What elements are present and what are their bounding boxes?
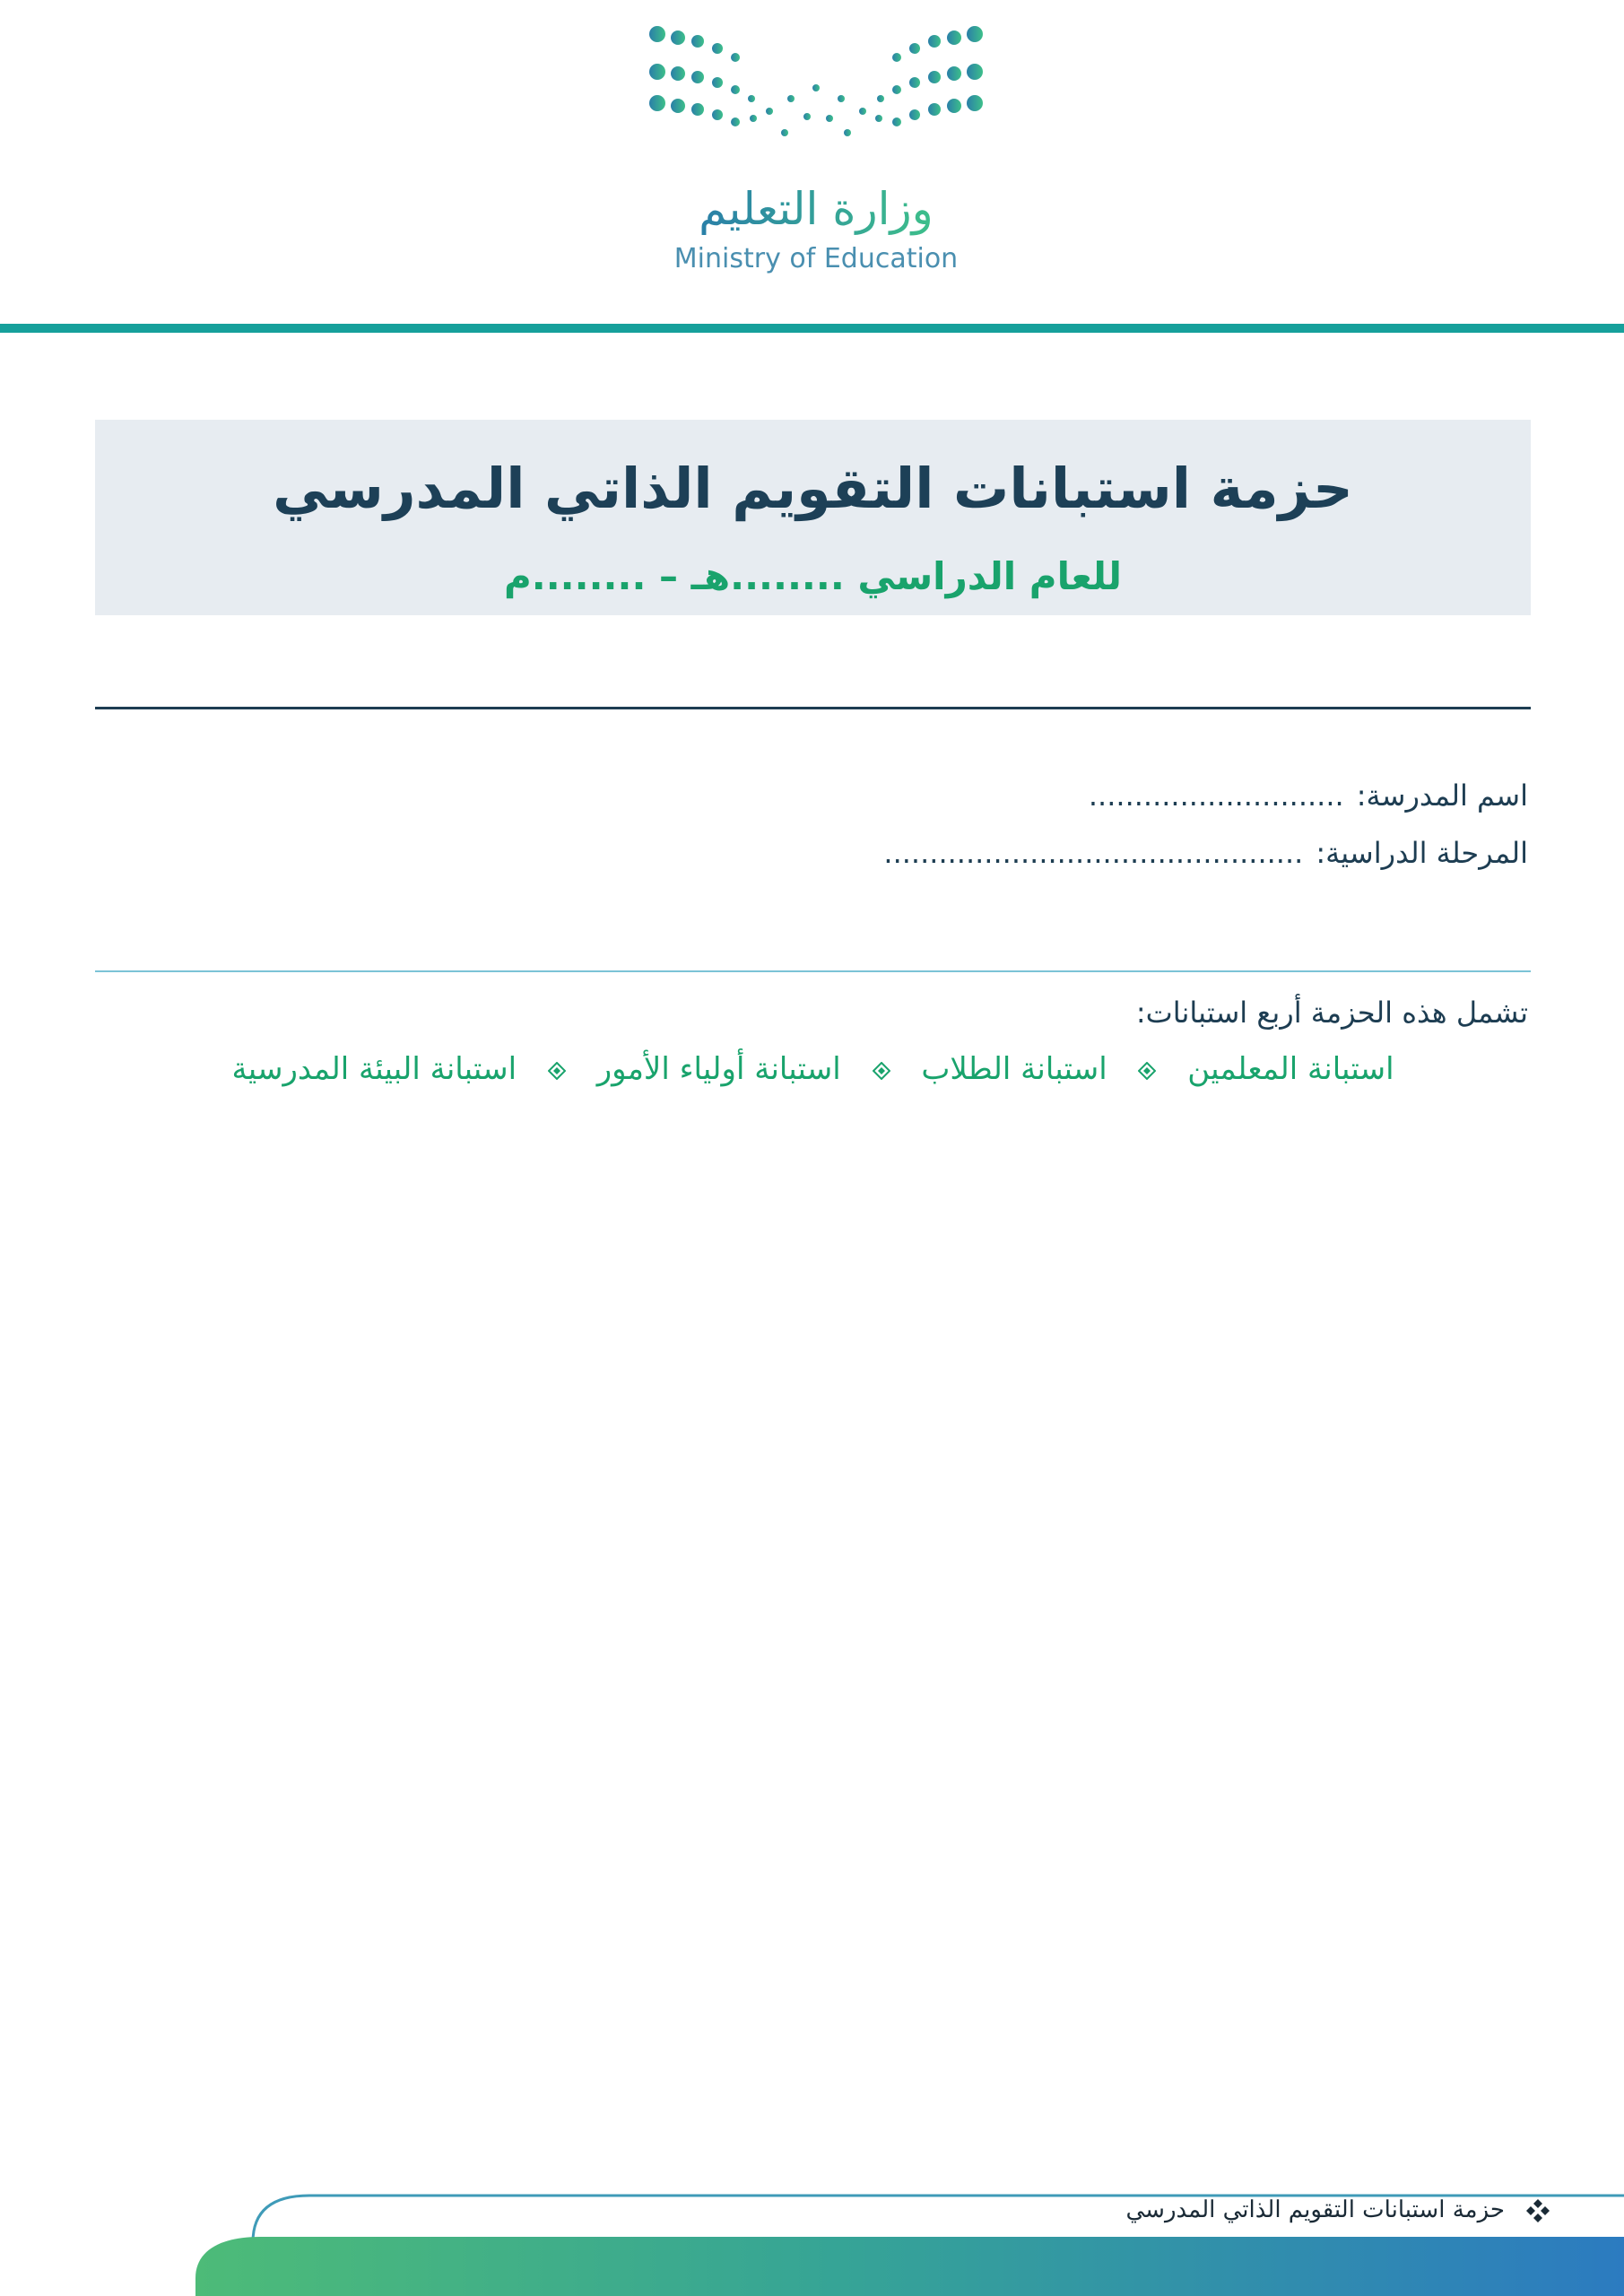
academic-year-subtitle: للعام الدراسي ........هـ – ........م	[503, 554, 1122, 598]
footer-title: حزمة استبانات التقويم الذاتي المدرسي	[1125, 2196, 1505, 2223]
school-name-blank: ............................	[1088, 778, 1344, 813]
survey-item-students: استبانة الطلاب	[921, 1051, 1107, 1087]
header-divider	[0, 324, 1624, 333]
school-name-label: اسم المدرسة:	[1356, 778, 1528, 813]
page-title: حزمة استبانات التقويم الذاتي المدرسي	[273, 456, 1353, 521]
footer-gradient-band	[195, 2237, 1624, 2296]
four-diamond-bullet-icon	[1524, 2197, 1551, 2224]
logo-arabic-text: وزارة التعليم	[699, 183, 934, 235]
school-stage-field	[883, 836, 1528, 870]
diamond-bullet-icon	[548, 1062, 566, 1080]
logo-english-text: Ministry of Education	[673, 243, 959, 274]
title-box	[95, 420, 1531, 615]
survey-item-teachers: استبانة المعلمين	[1187, 1051, 1394, 1087]
school-name-field	[1089, 778, 1528, 813]
package-contents-label: تشمل هذه الحزمة أربع استبانات:	[1135, 996, 1528, 1030]
survey-item-school-environment: استبانة البيئة المدرسية	[231, 1051, 517, 1087]
school-stage-label: المرحلة الدراسية:	[1316, 836, 1528, 870]
school-stage-blank: ..............................................	[883, 836, 1304, 870]
thin-divider	[95, 970, 1531, 972]
diamond-bullet-icon	[1138, 1062, 1156, 1080]
diamond-bullet-icon	[873, 1062, 890, 1080]
logo-dots	[649, 26, 983, 136]
survey-item-parents: استبانة أولياء الأمور	[596, 1051, 841, 1087]
survey-list	[95, 1051, 1531, 1087]
ministry-of-education-logo	[628, 18, 1004, 287]
section-divider	[95, 707, 1531, 709]
